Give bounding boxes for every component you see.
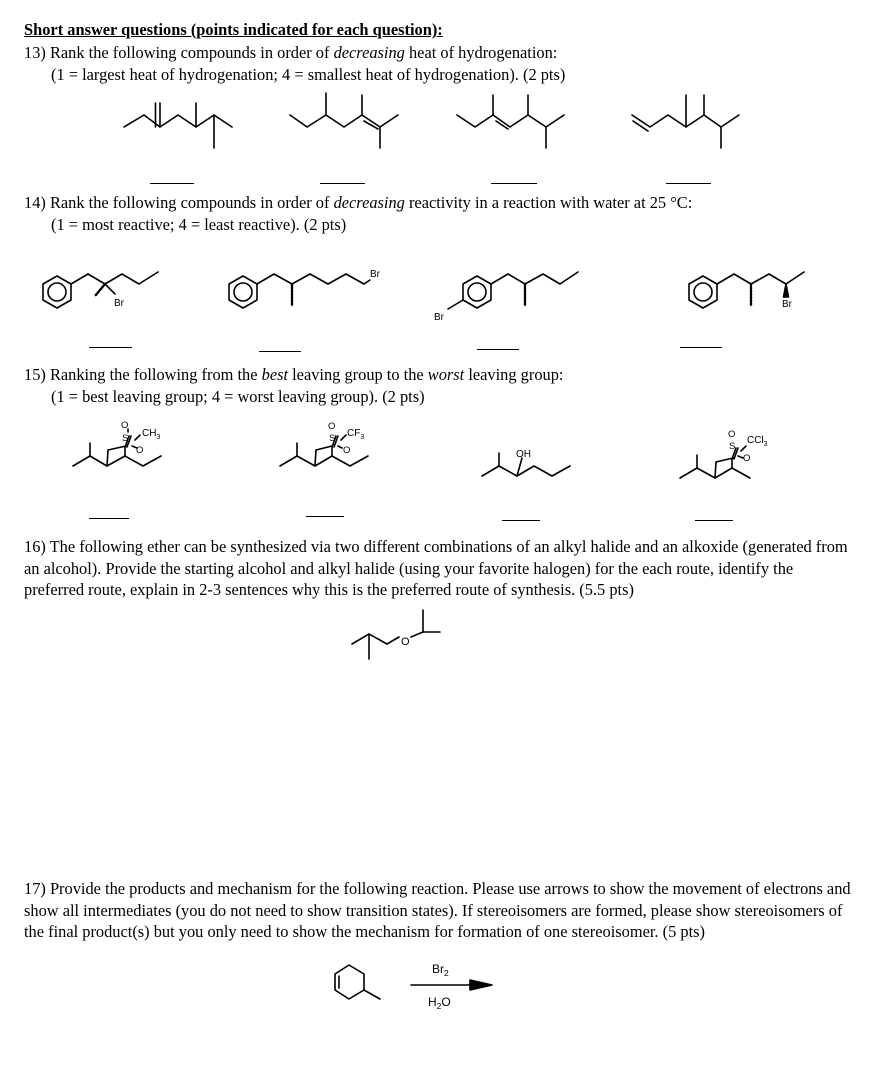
q15d-o-top: O bbox=[728, 429, 736, 440]
q17-reagent-br2: $Br_2$ bbox=[432, 962, 449, 978]
q15b-o-right: O bbox=[343, 445, 351, 456]
q15-trichloromesylate bbox=[680, 446, 750, 478]
q14d-br-label: Br bbox=[782, 299, 792, 310]
q15d-ccl3: CCl$_3$ bbox=[747, 435, 768, 448]
question-15-scale: (1 = best leaving group; 4 = worst leaving group). (2 pts) bbox=[51, 386, 425, 406]
q15d-o-right: O bbox=[743, 453, 751, 464]
question-14-prompt: 14) Rank the following compounds in order of decreasing reactivity in a reaction with water at 25 °C: bbox=[24, 193, 693, 212]
q15a-s: S bbox=[122, 433, 129, 444]
q15a-ch3: $CH_3$ bbox=[142, 428, 161, 441]
question-15-prompt: 15) Ranking the following from the best leaving group to the worst leaving group: bbox=[24, 365, 564, 384]
q14b-br-label: Br bbox=[370, 269, 380, 280]
q16-oxygen: O bbox=[401, 636, 410, 648]
q14-compound-c bbox=[448, 272, 578, 309]
q13-alkene-2 bbox=[290, 93, 398, 148]
q15-triflate bbox=[280, 435, 368, 466]
question-13-prompt: 13) Rank the following compounds in order of decreasing heat of hydrogenation: bbox=[24, 43, 558, 62]
q14a-br-label: Br bbox=[114, 298, 124, 309]
q15b-o-top: O bbox=[328, 421, 336, 432]
q17-reaction-arrow bbox=[411, 980, 492, 990]
q13-alkene-1 bbox=[124, 103, 232, 148]
q15a-o-right: O bbox=[136, 445, 144, 456]
question-16: 16) The following ether can be synthesized via two different combinations of an alkyl halide and an alkoxide (generated from an alcohol). Provide the starting alcohol and alkyl halide (using your favorite halogen) for the each route, identify the preferred route, explain in 2-3 sentences why this is the preferred route of synthesis. (5.5 pts) bbox=[24, 537, 848, 599]
question-17: 17) Provide the products and mechanism for the following reaction. Please use arrows to show the movement of electrons and show all intermediates (you do not need to show transition states). If stereoisomers are formed, please show stereoisomers of the final product(s) but you only need to show the mechanism for formation of one stereoisomer. (5 pts) bbox=[24, 879, 851, 941]
q16-ether bbox=[352, 610, 440, 659]
q14-compound-a bbox=[43, 272, 158, 308]
question-13-scale: (1 = largest heat of hydrogenation; 4 = smallest heat of hydrogenation). (2 pts) bbox=[51, 64, 566, 84]
q17-methylcyclohexene bbox=[335, 965, 380, 999]
q15b-s: S bbox=[329, 433, 336, 444]
q15d-s: S bbox=[729, 441, 736, 452]
section-heading: Short answer questions (points indicated for each question): bbox=[24, 20, 443, 39]
q13-alkene-3 bbox=[457, 95, 564, 148]
q15c-oh: OH bbox=[516, 449, 531, 460]
q15a-o-top: O bbox=[121, 420, 129, 431]
q15b-cf3: $CF_3$ bbox=[347, 428, 365, 441]
q13-alkene-4 bbox=[632, 95, 739, 148]
question-14-scale: (1 = most reactive; 4 = least reactive). (2 pts) bbox=[51, 214, 347, 234]
q14-compound-b bbox=[229, 274, 370, 308]
q17-reagent-h2o: $H_2O$ bbox=[428, 995, 451, 1011]
q14c-br-label: Br bbox=[434, 312, 444, 323]
